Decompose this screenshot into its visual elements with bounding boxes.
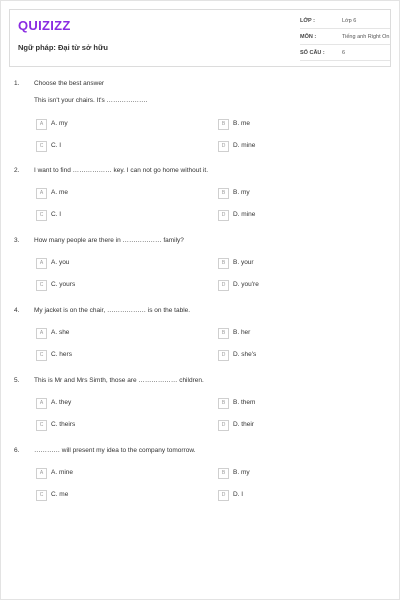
option-text: C. yours — [51, 281, 76, 288]
question-2 — [1, 167, 400, 227]
option-letter-box: B — [218, 119, 229, 130]
option-text: A. my — [51, 120, 68, 127]
option-letter-box: A — [36, 328, 47, 339]
option-letter-box: A — [36, 188, 47, 199]
option-letter-box: B — [218, 328, 229, 339]
question-text: I want to find ……………… key. I can not go home without it. — [34, 167, 209, 174]
question-1 — [1, 80, 400, 149]
option-letter-box: B — [218, 398, 229, 409]
option-letter-box: A — [36, 468, 47, 479]
meta-subject — [300, 30, 390, 45]
meta-subject-label: MÔN : — [300, 34, 317, 40]
meta-subject-value: Tiếng anh Right On — [342, 34, 390, 40]
question-number: 4. — [14, 307, 20, 314]
option-letter-box: D — [218, 420, 229, 431]
meta-grade-label: LỚP : — [300, 18, 315, 24]
question-3 — [1, 237, 400, 297]
question-6 — [1, 447, 400, 507]
option-text: B. me — [233, 120, 250, 127]
question-number: 3. — [14, 237, 20, 244]
question-number: 5. — [14, 377, 20, 384]
question-text: My jacket is on the chair, ……………… is on the table. — [34, 307, 191, 314]
option-letter-box: C — [36, 141, 47, 152]
question-4 — [1, 307, 400, 367]
option-text: B. my — [233, 189, 250, 196]
option-text: D. mine — [233, 211, 256, 218]
option-letter-box: D — [218, 141, 229, 152]
meta-grade — [300, 14, 390, 29]
meta-count-label: SỐ CÂU : — [300, 50, 325, 56]
question-5 — [1, 377, 400, 437]
option-text: D. their — [233, 421, 254, 428]
meta-grade-value: Lớp 6 — [342, 18, 357, 24]
question-text: This is Mr and Mrs Simth, those are ……………… children. — [34, 377, 204, 384]
option-text: B. my — [233, 469, 250, 476]
option-text: C. me — [51, 491, 69, 498]
option-text: A. they — [51, 399, 72, 406]
question-number: 6. — [14, 447, 20, 454]
option-letter-box: A — [36, 398, 47, 409]
worksheet-header — [9, 9, 391, 67]
quizizz-logo: QUIZIZZ — [18, 18, 71, 33]
option-text: D. I — [233, 491, 244, 498]
option-letter-box: C — [36, 280, 47, 291]
option-letter-box: B — [218, 468, 229, 479]
option-text: B. her — [233, 329, 251, 336]
option-letter-box: C — [36, 420, 47, 431]
option-text: B. them — [233, 399, 256, 406]
question-prompt: This isn't your chairs. It's ………………. — [34, 97, 148, 104]
option-letter-box: B — [218, 188, 229, 199]
option-text: D. she's — [233, 351, 257, 358]
question-text: ………… will present my idea to the company tomorrow. — [34, 447, 196, 454]
option-text: D. mine — [233, 142, 256, 149]
option-text: A. me — [51, 189, 68, 196]
option-letter-box: A — [36, 258, 47, 269]
question-number: 1. — [14, 80, 20, 87]
option-text: B. your — [233, 259, 254, 266]
question-number: 2. — [14, 167, 20, 174]
question-text: How many people are there in ……………… family? — [34, 237, 184, 244]
option-letter-box: C — [36, 210, 47, 221]
option-letter-box: A — [36, 119, 47, 130]
meta-count-value: 6 — [342, 50, 346, 56]
option-text: C. I — [51, 211, 62, 218]
question-text: Choose the best answer — [34, 80, 105, 87]
meta-count — [300, 46, 390, 61]
option-letter-box: D — [218, 210, 229, 221]
option-letter-box: D — [218, 280, 229, 291]
option-text: C. hers — [51, 351, 72, 358]
option-letter-box: B — [218, 258, 229, 269]
option-text: A. mine — [51, 469, 74, 476]
option-text: C. theirs — [51, 421, 76, 428]
option-text: A. you — [51, 259, 70, 266]
option-letter-box: C — [36, 350, 47, 361]
option-text: A. she — [51, 329, 70, 336]
option-letter-box: D — [218, 490, 229, 501]
option-text: C. I — [51, 142, 62, 149]
worksheet-title: Ngữ pháp: Đại từ sở hữu — [18, 43, 108, 52]
option-text: D. you're — [233, 281, 259, 288]
option-letter-box: C — [36, 490, 47, 501]
option-letter-box: D — [218, 350, 229, 361]
